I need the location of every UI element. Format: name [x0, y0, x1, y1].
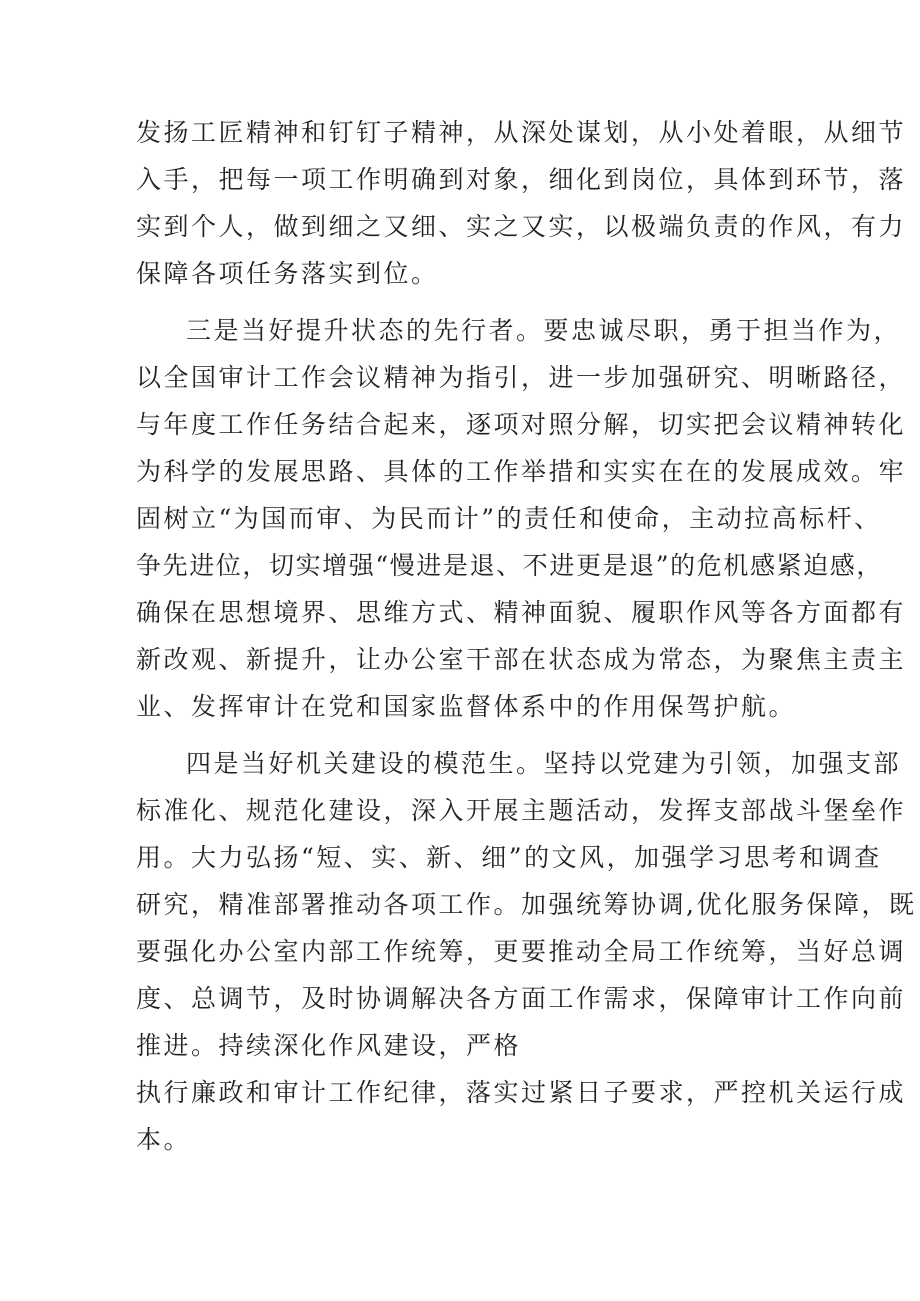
paragraph-three [136, 307, 907, 730]
text-line: 保障各项任务落实到位。 [136, 259, 439, 288]
text-line: 三是当好提升状态的先行者。要忠诚尽职，勇于担当作为， [186, 316, 902, 345]
text-line: 本。 [136, 1125, 192, 1154]
text-line: 用。大力弘扬“短、实、新、细”的文风，加强学习思考和调查 [136, 843, 882, 872]
text-line: 为科学的发展思路、具体的工作举措和实实在在的发展成效。牢 [136, 457, 907, 486]
text-line: 标准化、规范化建设，深入开展主题活动，发挥支部战斗堡垒作 [136, 796, 907, 825]
text-line: 与年度工作任务结合起来，逐项对照分解，切实把会议精神转化 [136, 410, 907, 439]
text-line: 四是当好机关建设的模范生。坚持以党建为引领，加强支部 [186, 749, 902, 778]
document-body [136, 109, 917, 1163]
text-line: 争先进位，切实增强“慢进是退、不进更是退”的危机感紧迫感， [136, 551, 883, 580]
paragraph-spacing [136, 297, 816, 307]
text-line: 度、总调节，及时协调解决各方面工作需求，保障审计工作向前 [136, 984, 907, 1013]
text-line: 推进。持续深化作风建设，严格 [136, 1031, 522, 1060]
text-line: 发扬工匠精神和钉钉子精神，从深处谋划，从小处着眼，从细节 [136, 118, 907, 147]
text-line: 固树立“为国而审、为民而计”的责任和使命，主动拉高标杆、 [136, 504, 882, 533]
paragraph-continuation [136, 109, 907, 297]
text-line: 研究，精准部署推动各项工作。加强统筹协调,优化服务保障，既 [136, 890, 917, 919]
text-line: 入手，把每一项工作明确到对象，细化到岗位，具体到环节，落 [136, 165, 907, 194]
text-line: 以全国审计工作会议精神为指引，进一步加强研究、明晰路径， [136, 363, 907, 392]
text-line: 要强化办公室内部工作统筹，更要推动全局工作统筹，当好总调 [136, 937, 907, 966]
text-line: 业、发挥审计在党和国家监督体系中的作用保驾护航。 [136, 692, 797, 721]
paragraph-spacing [136, 730, 816, 740]
text-line: 执行廉政和审计工作纪律，落实过紧日子要求，严控机关运行成 [136, 1078, 907, 1107]
text-line: 新改观、新提升，让办公室干部在状态成为常态，为聚焦主责主 [136, 645, 907, 674]
text-line: 实到个人，做到细之又细、实之又实，以极端负责的作风，有力 [136, 212, 907, 241]
text-line: 确保在思想境界、思维方式、精神面貌、履职作风等各方面都有 [136, 598, 907, 627]
paragraph-four [136, 740, 917, 1163]
